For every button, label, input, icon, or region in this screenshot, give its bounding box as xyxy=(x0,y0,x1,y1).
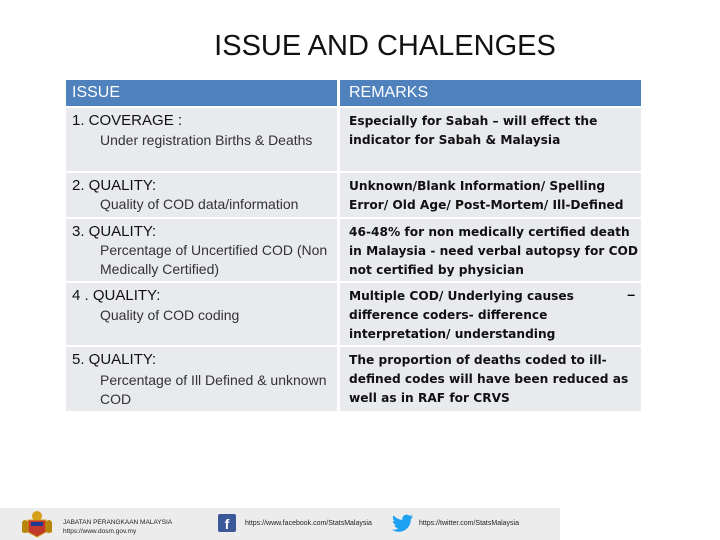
issue-subtitle: Percentage of Ill Defined & unknown COD xyxy=(100,372,327,407)
department-url[interactable]: https://www.dosm.gov.my xyxy=(63,528,137,535)
issue-subtitle: Percentage of Uncertified COD (Non Medically Certified) xyxy=(100,242,328,277)
issue-title: 1. COVERAGE : xyxy=(72,112,183,129)
issue-subtitle: Quality of COD data/information xyxy=(100,196,299,212)
remark-text: Unknown/Blank Information/ Spelling Error/ Old Age/ Post-Mortem/ Ill-Defined xyxy=(349,179,624,212)
table-row xyxy=(66,283,641,345)
header-issue: ISSUE xyxy=(66,80,337,106)
remark-text: Especially for Sabah – will effect the indicator for Sabah & Malaysia xyxy=(349,114,598,147)
twitter-icon[interactable] xyxy=(392,514,414,532)
issue-title: 3. QUALITY: xyxy=(72,223,157,240)
remark-cell xyxy=(340,347,641,411)
issue-subtitle: Under registration Births & Deaths xyxy=(100,132,313,148)
remark-text: 46-48% for non medically certified death in Malaysia - need verbal autopsy for COD not certified by physician xyxy=(349,225,639,277)
facebook-icon[interactable]: f xyxy=(218,514,236,532)
remark-dash: – xyxy=(627,286,635,302)
remark-text: The proportion of deaths coded to ill-defined codes will have been reduced as well as in RAF for CRVS xyxy=(349,353,629,405)
issue-cell xyxy=(66,173,337,217)
issue-title: 5. QUALITY: xyxy=(72,351,157,368)
table-row xyxy=(66,347,641,411)
remark-cell xyxy=(340,283,641,345)
remark-cell xyxy=(340,219,641,281)
issue-title: 4 . QUALITY: xyxy=(72,287,161,304)
remark-text: Multiple COD/ Underlying causes difference coders- difference interpretation/ understanding xyxy=(349,289,574,341)
issue-cell xyxy=(66,108,337,171)
issue-subtitle: Quality of COD coding xyxy=(100,307,240,323)
department-name: JABATAN PERANGKAAN MALAYSIA xyxy=(63,519,173,526)
issue-cell xyxy=(66,347,337,411)
header-remarks: REMARKS xyxy=(340,80,641,106)
table-row xyxy=(66,173,641,217)
twitter-link[interactable]: https://twitter.com/StatsMalaysia xyxy=(419,520,519,527)
slide-title: ISSUE AND CHALENGES xyxy=(214,30,556,62)
issue-cell xyxy=(66,219,337,281)
coat-of-arms-icon xyxy=(20,510,54,538)
issue-cell xyxy=(66,283,337,345)
table-row xyxy=(66,108,641,171)
remark-cell xyxy=(340,108,641,171)
issue-title: 2. QUALITY: xyxy=(72,177,157,194)
department-info xyxy=(63,518,172,536)
table-header xyxy=(66,80,641,106)
remark-cell xyxy=(340,173,641,217)
facebook-link[interactable]: https://www.facebook.com/StatsMalaysia xyxy=(245,520,372,527)
table-row xyxy=(66,219,641,281)
